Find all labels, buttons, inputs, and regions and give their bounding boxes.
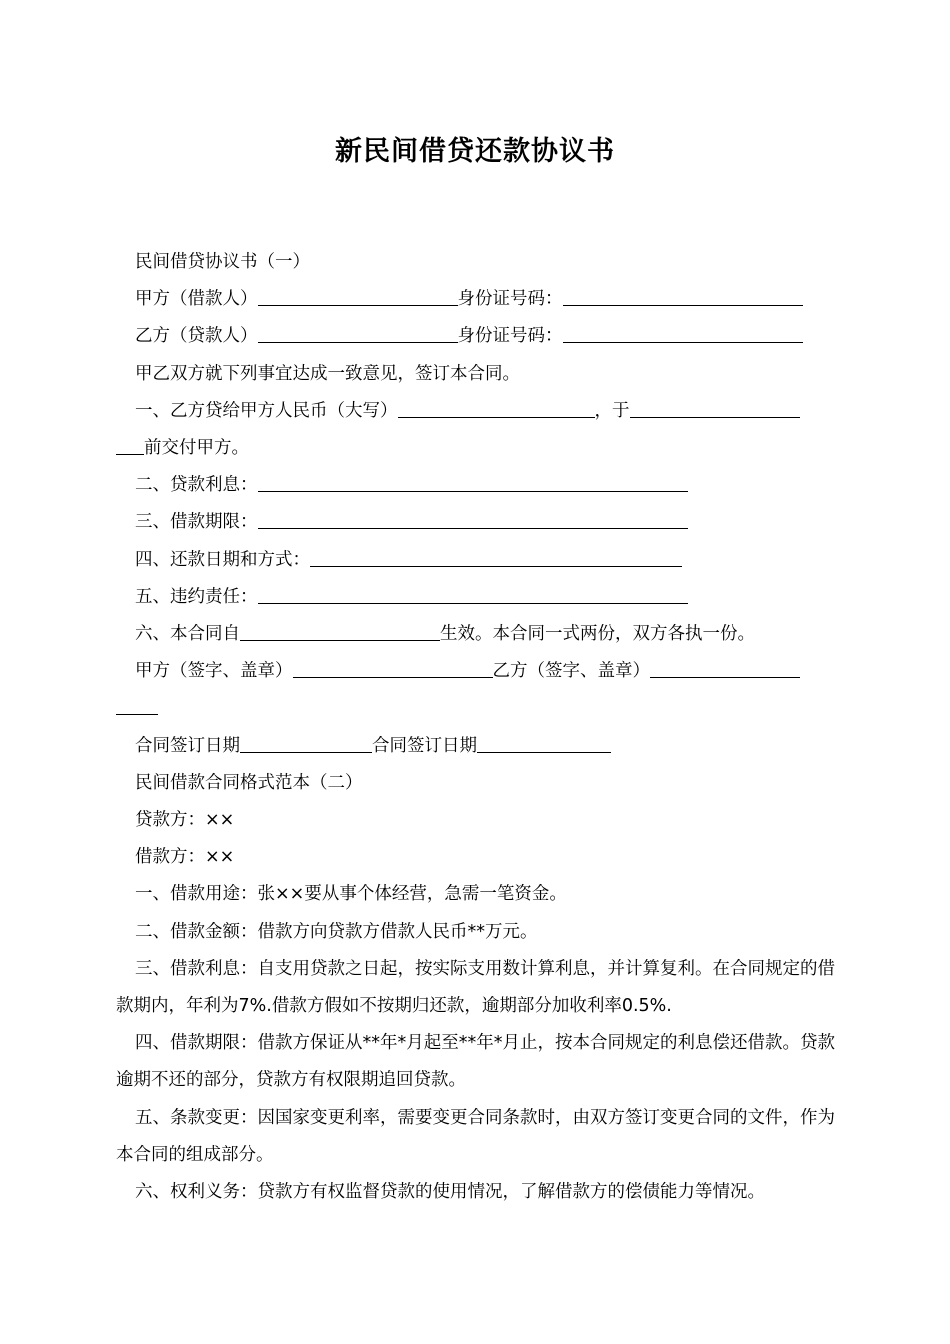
section2-clause2: 二、借款金额：借款方向贷款方借款人民币**万元。 <box>135 921 538 942</box>
section2-clause3: 三、借款利息：自支用贷款之日起，按实际支用数计算利息，并计算复利。在合同规定的借款期内，年利为7%.借款方假如不按期归还款，逾期部分加收利率0.5%. <box>116 958 835 1017</box>
section2-clause6: 六、权利义务：贷款方有权监督贷款的使用情况，了解借款方的偿债能力等情况。 <box>135 1182 765 1203</box>
clause1-text-c: 前交付甲方。 <box>144 438 249 459</box>
clause1-text-a: 一、乙方贷给甲方人民币（大写） <box>135 400 398 421</box>
sign-date-a-blank[interactable] <box>240 733 372 752</box>
sign-b-blank[interactable] <box>650 659 800 678</box>
clause2-line <box>116 467 836 504</box>
section2-heading: 民间借款合同格式范本（二） <box>135 772 363 793</box>
clause5-label: 五、违约责任： <box>135 586 258 607</box>
party-a-label: 甲方（借款人） <box>135 289 258 310</box>
term-blank[interactable] <box>258 510 688 529</box>
sign-date-b-blank[interactable] <box>477 733 611 752</box>
signature-line <box>116 653 836 690</box>
clause5-line <box>116 579 836 616</box>
document-body <box>116 244 836 1211</box>
clause1-text-b: ，于 <box>594 400 630 421</box>
sign-b-label: 乙方（签字、盖章） <box>492 661 650 682</box>
clause6-text-b: 生效。本合同一式两份，双方各执一份。 <box>440 624 755 645</box>
amount-blank[interactable] <box>398 398 595 417</box>
party-a-blank[interactable] <box>258 287 458 306</box>
interest-blank[interactable] <box>258 473 688 492</box>
section2-clause1: 一、借款用途：张××要从事个体经营，急需一笔资金。 <box>135 884 567 905</box>
liability-blank[interactable] <box>258 584 688 603</box>
sign-a-label: 甲方（签字、盖章） <box>135 661 293 682</box>
clause6-text-a: 六、本合同自 <box>135 624 240 645</box>
effective-date-blank[interactable] <box>240 622 440 641</box>
borrower-line: 借款方：×× <box>135 847 235 868</box>
delivery-date-blank-cont[interactable] <box>116 436 144 455</box>
party-b-label: 乙方（贷款人） <box>135 326 258 347</box>
agreement-intro: 甲乙双方就下列事宜达成一致意见，签订本合同。 <box>135 363 520 384</box>
signature-continuation <box>116 690 836 727</box>
delivery-date-blank[interactable] <box>630 398 800 417</box>
sign-date-label-a: 合同签订日期 <box>135 735 240 756</box>
party-b-blank[interactable] <box>258 324 458 343</box>
sign-date-label-b: 合同签订日期 <box>372 735 477 756</box>
sign-a-blank[interactable] <box>293 659 493 678</box>
clause3-line <box>116 504 836 541</box>
section1-heading: 民间借贷协议书（一） <box>135 252 310 272</box>
clause1-continuation <box>116 430 836 467</box>
repayment-blank[interactable] <box>310 547 682 566</box>
clause6-line <box>116 616 836 653</box>
clause1-line <box>116 393 836 430</box>
document-title: 新民间借贷还款协议书 <box>335 136 615 167</box>
party-b-id-label: 身份证号码： <box>457 326 563 347</box>
sign-b-blank-cont[interactable] <box>116 696 158 715</box>
clause4-line <box>116 542 836 579</box>
party-b-line <box>116 318 836 355</box>
clause2-label: 二、贷款利息： <box>135 475 258 496</box>
clause3-label: 三、借款期限： <box>135 512 258 533</box>
party-a-id-label: 身份证号码： <box>457 289 563 310</box>
sign-date-line <box>116 728 836 765</box>
party-a-id-blank[interactable] <box>563 287 803 306</box>
party-b-id-blank[interactable] <box>563 324 803 343</box>
section2-clause5: 五、条款变更：因国家变更利率，需要变更合同条款时，由双方签订变更合同的文件，作为本合同的组成部分。 <box>116 1107 835 1165</box>
section2-clause4: 四、借款期限：借款方保证从**年*月起至**年*月止，按本合同规定的利息偿还借款。贷款逾期不还的部分，贷款方有权限期追回贷款。 <box>116 1033 835 1091</box>
party-a-line <box>116 281 836 318</box>
lender-line: 贷款方：×× <box>135 810 235 831</box>
clause4-label: 四、还款日期和方式： <box>135 549 310 570</box>
